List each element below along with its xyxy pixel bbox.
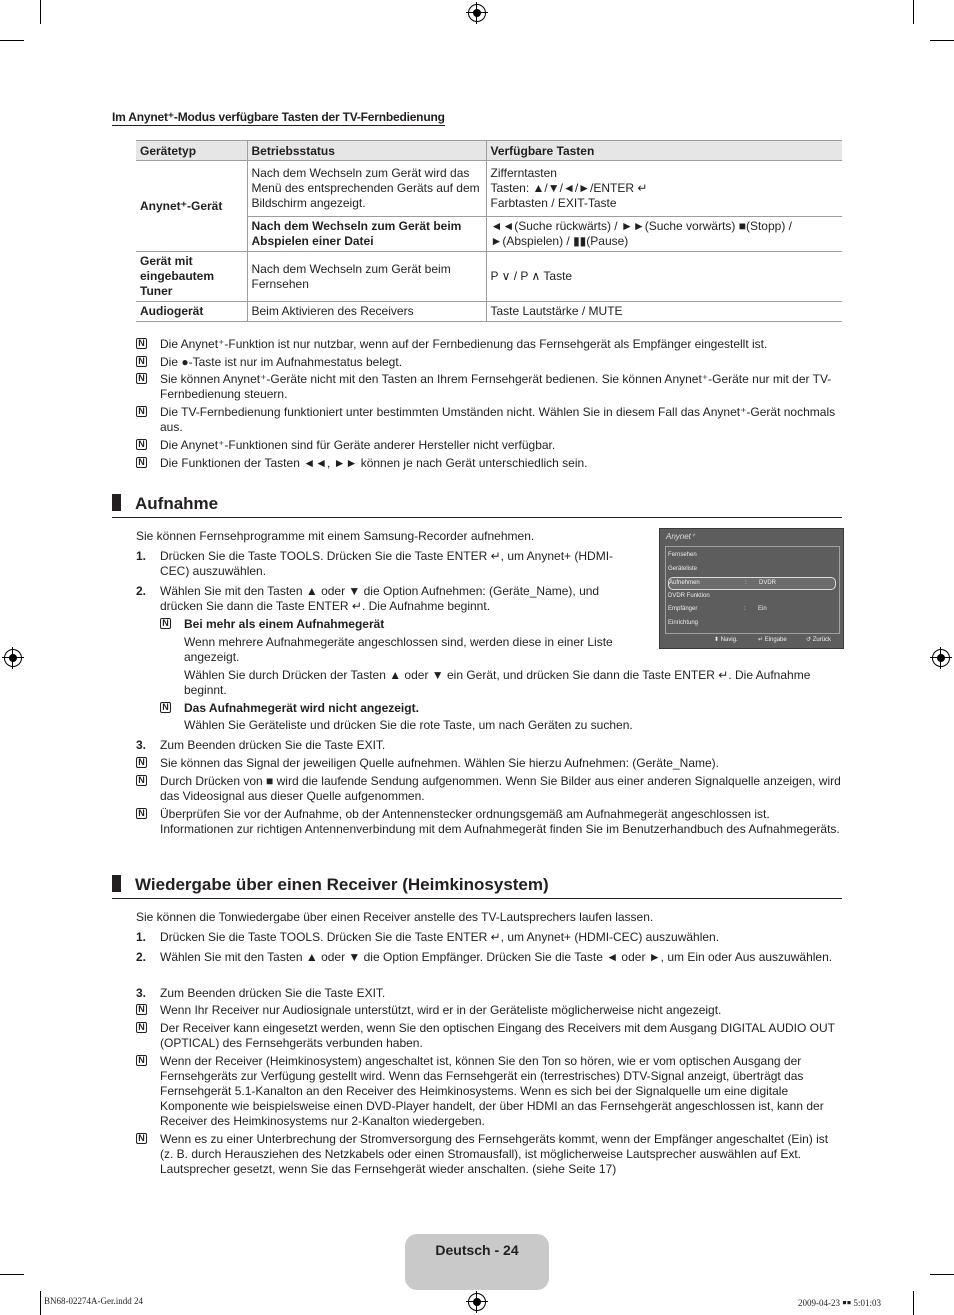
keys-line: ◄◄(Suche rückwärts) / ►►(Suche vorwärts) ■(Stopp) / [490,219,792,233]
print-slug-right: 2009-04-23 ￭￭ 5:01:03 [798,1298,881,1308]
cell-status: Nach dem Wechseln zum Gerät beim Fernsehen [247,252,486,302]
note-item: N Sie können das Signal der jeweiligen Quelle aufnehmen. Wählen Sie hierzu Aufnehmen: (Geräte_Name). [136,756,842,771]
cell-tuner-device: Gerät mit eingebautem Tuner [136,252,247,302]
osd-menu-panel [665,546,840,634]
note-item: N Wenn Ihr Receiver nur Audiosignale unterstützt, wird er in der Geräteliste möglicherweise nicht angezeigt. [136,1003,842,1018]
cell-keys [486,217,842,252]
page-number-tab: Deutsch - 24 [405,1234,549,1290]
col-header-status: Betriebsstatus [247,141,486,161]
cell-anynet-device: Anynet⁺-Gerät [136,161,247,252]
note-icon: N [136,373,147,384]
registration-mark-icon [468,1293,486,1311]
anynet-logo: Anynet⁺ [666,532,696,541]
step-item: 3. Zum Beenden drücken Sie die Taste EXIT. [136,738,386,752]
crop-mark [913,1291,914,1315]
section-heading-aufnahme: Aufnahme [112,494,842,518]
osd-footer-back: ↺ Zurück [806,637,832,643]
step-item: 1. Drücken Sie die Taste TOOLS. Drücken Sie die Taste ENTER ↵, um Anynet+ (HDMI-CEC) auszuwählen. [136,549,614,578]
step-item: 1. Drücken Sie die Taste TOOLS. Drücken Sie die Taste ENTER ↵, um Anynet+ (HDMI-CEC) auszuwählen. [136,930,720,944]
step-item: 2. Wählen Sie mit den Tasten ▲ oder ▼ die Option Empfänger. Drücken Sie die Taste ◄ oder ►, um Ein oder Aus auszuwählen. [136,950,833,964]
osd-menu-item: Einrichtung [668,620,699,626]
osd-footer-enter: ↵ Eingabe [758,637,787,643]
note-icon: N [160,618,171,629]
note-item: N Durch Drücken von ■ wird die laufende Sendung aufgenommen. Wenn Sie Bilder aus einer anderen Signalquelle anzeigen, wird das Videosignal aus dieser Quelle aufgenommen. [136,774,842,804]
sub-note-text: Wählen Sie Geräteliste und drücken Sie die rote Taste, um nach Geräten zu suchen. [184,718,633,732]
note-icon: N [136,1004,147,1015]
osd-footer-nav: ⬍ Navig. [714,637,738,643]
osd-menu-item: DVDR Funktion [668,593,710,599]
note-item: N Die TV-Fernbedienung funktioniert unter bestimmten Umständen nicht. Wählen Sie in diesem Fall das Anynet⁺-Gerät nochmals aus. [136,405,842,435]
sub-note: N Bei mehr als einem Aufnahmegerät [160,617,660,632]
note-item: N Die ●-Taste ist nur im Aufnahmestatus belegt. [136,355,842,370]
note-icon: N [136,757,147,768]
anynet-osd-screenshot [659,528,844,649]
registration-mark-icon [932,649,950,667]
keys-line: Farbtasten / EXIT-Taste [490,196,617,210]
enter-icon: ↵ [758,637,765,643]
crop-mark [930,1274,954,1275]
note-icon: N [136,338,147,349]
note-icon: N [136,1133,147,1144]
col-header-device: Gerätetyp [136,141,247,161]
osd-menu-item: Fernsehen [668,552,697,558]
note-icon: N [160,702,171,713]
heading-bar [112,875,121,892]
crop-mark [40,1291,41,1315]
note-icon: N [136,808,147,819]
crop-mark [913,0,914,24]
crop-mark [0,1274,24,1275]
updown-icon: ⬍ [714,637,721,643]
cell-status: Nach dem Wechseln zum Gerät beim Abspielen einer Datei [247,217,486,252]
note-icon: N [136,1022,147,1033]
note-item: N Sie können Anynet⁺-Geräte nicht mit den Tasten an Ihrem Fernsehgerät bedienen. Sie können Anynet⁺-Geräte nur mit der TV-Fernbedienung steuern. [136,372,842,402]
cell-keys: P ∨ / P ∧ Taste [486,252,842,302]
table-heading: Im Anynet⁺-Modus verfügbare Tasten der TV-Fernbedienung [112,110,445,124]
col-header-keys: Verfügbare Tasten [486,141,842,161]
note-icon: N [136,356,147,367]
osd-menu-item: Geräteliste [668,566,698,572]
step-item: 2. Wählen Sie mit den Tasten ▲ oder ▼ die Option Aufnehmen: (Geräte_Name), und drücken Sie dann die Taste ENTER ↵. Die Aufnahme beginnt. [136,584,600,613]
osd-menu-item: Empfänger : Ein [668,606,767,612]
note-item: N Die Funktionen der Tasten ◄◄, ►► können je nach Gerät unterschiedlich sein. [136,456,842,471]
note-icon: N [136,775,147,786]
keys-line: ►(Abspielen) / ▮▮(Pause) [490,234,629,248]
cell-keys [486,161,842,217]
crop-mark [0,40,24,41]
cell-status: Nach dem Wechseln zum Gerät wird das Menü des entsprechenden Geräts auf dem Bildschirm angezeigt. [247,161,486,217]
note-item: N Die Anynet⁺-Funktion ist nur nutzbar, wenn auf der Fernbedienung das Fernsehgerät als Empfänger eingestellt ist. [136,337,842,352]
note-icon: N [136,1055,147,1066]
note-item: N Wenn der Receiver (Heimkinosystem) angeschaltet ist, können Sie den Ton so hören, wie er vom optischen Ausgang der Fernsehgeräts zur Verfügung gestellt wird. Wenn das Fernsehgerät ein (terrestrisches) DTV-Signal anzeigt, überträgt das Fernsehgerät 5.1-Kanalton an den Receiver des Heimkinosystems. Wenn es sich bei der Signalquelle um eine digitale Komponente wie beispielsweise einen DVD-Player handelt, der über HDMI an das Fernsehgerät angeschlossen ist, kann der Receiver des Heimkinosystems nur 2-Kanalton wiedergeben. [136,1054,842,1129]
print-slug-left: BN68-02274A-Ger.indd 24 [44,1296,143,1306]
cell-keys: Taste Lautstärke / MUTE [486,302,842,322]
sub-note: N Das Aufnahmegerät wird nicht angezeigt. [160,701,842,716]
cell-audio-device: Audiogerät [136,302,247,322]
note-icon: N [136,439,147,450]
registration-mark-icon [468,4,486,22]
remote-keys-table [136,140,842,322]
sub-note-text: Wenn mehrere Aufnahmegeräte angeschlossen sind, werden diese in einer Liste angezeigt. [184,635,613,664]
note-item: N Wenn es zu einer Unterbrechung der Stromversorgung des Fernsehgeräts kommt, wenn der Empfänger angeschaltet (Ein) ist (z. B. durch Herausziehen des Netzkabels oder einen Stromausfall), ist möglicherweise Lautsprecher auswählen auf Ext. Lautsprecher gesetzt, wenn Sie das Fernsehgerät wieder anschalten. (siehe Seite 17) [136,1132,842,1177]
crop-mark [930,40,954,41]
return-icon: ↺ [806,637,813,643]
step-item: 3. Zum Beenden drücken Sie die Taste EXIT. [136,986,386,1000]
keys-line: Tasten: ▲/▼/◄/►/ENTER ↵ [490,181,648,195]
crop-mark [40,0,41,24]
section-heading-wiedergabe: Wiedergabe über einen Receiver (Heimkinosystem) [112,875,842,899]
note-icon: N [136,406,147,417]
registration-mark-icon [4,649,22,667]
sub-note-text: Wählen Sie durch Drücken der Tasten ▲ oder ▼ ein Gerät, und drücken Sie dann die Taste ENTER ↵. Die Aufnahme beginnt. [184,668,811,697]
note-item: N Überprüfen Sie vor der Aufnahme, ob der Antennenstecker ordnungsgemäß am Aufnahmegerät angeschlossen ist. Informationen zur richtigen Antennenverbindung mit dem Aufnahmegerät finden Sie im Benutzerhandbuch des Aufnahmegeräts. [136,807,842,837]
keys-line: Zifferntasten [490,166,557,180]
heading-bar [112,494,121,511]
note-item: N Die Anynet⁺-Funktionen sind für Geräte anderer Hersteller nicht verfügbar. [136,438,842,453]
note-icon: N [136,457,147,468]
osd-menu-item-selected: Aufnehmen : DVDR [668,577,836,590]
section-intro: Sie können die Tonwiedergabe über einen Receiver anstelle des TV-Lautsprechers laufen lassen. [136,910,654,924]
section-intro: Sie können Fernsehprogramme mit einem Samsung-Recorder aufnehmen. [136,529,535,543]
note-item: N Der Receiver kann eingesetzt werden, wenn Sie den optischen Eingang des Receivers mit dem Ausgang DIGITAL AUDIO OUT (OPTICAL) des Fernsehgeräts verbunden haben. [136,1021,842,1051]
cell-status: Beim Aktivieren des Receivers [247,302,486,322]
